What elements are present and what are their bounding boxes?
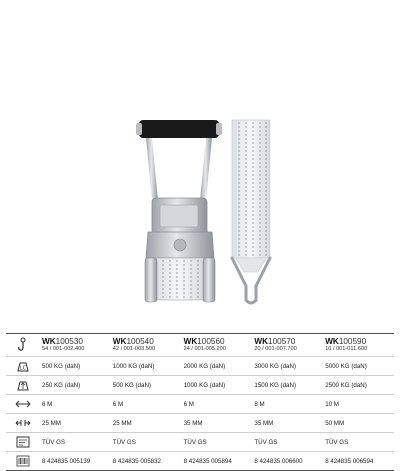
tension-cell: 1000 KG (daN) [182,376,253,395]
product-code-cell: WK100590 10 / 001-011.600 [323,334,394,357]
certification-cell: TÜV GS [40,433,111,452]
svg-text:LC: LC [19,365,27,372]
length-arrows-icon [6,395,40,414]
length-cell: 8 M [252,395,323,414]
tension-cell: 250 KG (daN) [40,376,111,395]
certificate-icon [6,433,40,452]
width-cell: 25 MM [111,414,182,433]
barcode-icon [6,452,40,471]
ean-cell: 8 424835 006594 [323,452,394,471]
weight-capacity-icon [6,357,40,376]
length-cell: 10 M [323,395,394,414]
ean-cell: 8 424835 005832 [111,452,182,471]
certification-cell: TÜV GS [323,433,394,452]
product-code-cell: WK100570 20 / 001-007.700 [252,334,323,357]
spec-table [6,333,394,471]
strap-with-hook [232,120,270,303]
capacity-cell: 2000 KG (daN) [182,357,253,376]
row-article-codes [6,334,394,357]
tension-cell: 500 KG (daN) [111,376,182,395]
product-code-cell: WK100560 24 / 001-005.200 [182,334,253,357]
length-cell: 6 M [40,395,111,414]
row-lashing-capacity [6,357,394,376]
capacity-cell: 500 KG (daN) [40,357,111,376]
row-length [6,395,394,414]
product-code-cell: WK100530 54 / 001-002.400 [40,334,111,357]
capacity-cell: 1000 KG (daN) [111,357,182,376]
hook-icon [6,334,40,357]
length-cell: 6 M [182,395,253,414]
capacity-cell: 5000 KG (daN) [323,357,394,376]
tension-cell: 2500 KG (daN) [323,376,394,395]
ratchet-handle [136,120,222,200]
length-cell: 6 M [111,395,182,414]
width-cell: 50 MM [323,414,394,433]
width-cell: 35 MM [252,414,323,433]
capacity-cell: 3000 KG (daN) [252,357,323,376]
row-tension-capacity [6,376,394,395]
tension-cell: 1500 KG (daN) [252,376,323,395]
product-code-cell: WK100540 42 / 001-003.500 [111,334,182,357]
width-arrows-icon [6,414,40,433]
row-width [6,414,394,433]
width-cell: 35 MM [182,414,253,433]
width-cell: 25 MM [40,414,111,433]
certification-cell: TÜV GS [111,433,182,452]
row-ean [6,452,394,471]
certification-cell: TÜV GS [182,433,253,452]
row-certification [6,433,394,452]
certification-cell: TÜV GS [252,433,323,452]
ean-cell: 8 424835 005139 [40,452,111,471]
ean-cell: 8 424835 006600 [252,452,323,471]
ean-cell: 8 424835 005894 [182,452,253,471]
tension-weight-icon [6,376,40,395]
ratchet-body [145,198,215,302]
